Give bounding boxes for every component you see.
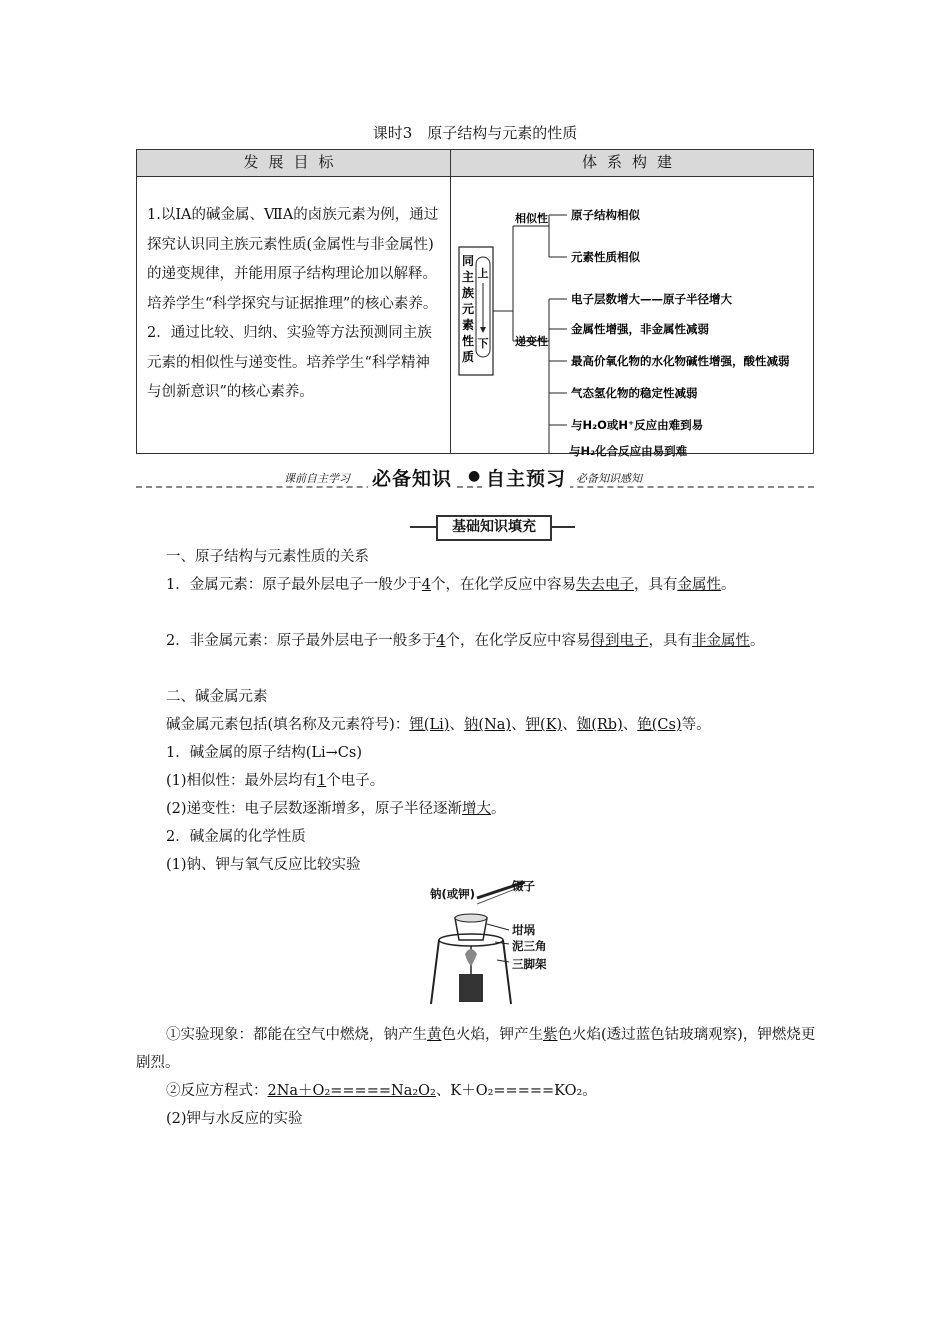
para-equation: ②反应方程式：2Na＋O₂=====Na₂O₂、K＋O₂=====KO₂。 — [166, 1083, 597, 1099]
para-alkali-list: 碱金属元素包括(填名称及元素符号)：锂(Li)、钠(Na)、钾(K)、铷(Rb)、铯(Cs)等。 — [166, 717, 711, 733]
para-structure: 1．碱金属的原子结构(Li→Cs) — [166, 745, 362, 761]
label-tweezers: 镊子 — [512, 879, 535, 893]
goal-2: 2．通过比较、归纳、实验等方法预测同主族元素的相似性与递变性。培养学生“科学精神与创新意识”的核心素养。 — [147, 325, 432, 400]
svg-text:原子结构相似: 原子结构相似 — [571, 208, 640, 222]
change-item-6: 与H₂化合反应由易到难 — [569, 444, 688, 458]
arrow-icon: ● — [468, 468, 482, 484]
svg-text:质: 质 — [461, 350, 475, 364]
goals-cell — [137, 177, 451, 454]
svg-text:性: 性 — [461, 334, 475, 348]
svg-text:最高价氧化物的水化物碱性增强，酸性减弱: 最高价氧化物的水化物碱性增强，酸性减弱 — [571, 354, 790, 368]
svg-text:下: 下 — [477, 337, 489, 350]
svg-text:素: 素 — [461, 318, 475, 332]
section-title: 基础知识填充 — [410, 515, 575, 535]
para-chem: 2．碱金属的化学性质 — [166, 829, 306, 845]
label-tripod: 三脚架 — [512, 957, 547, 971]
concept-map-cell — [451, 177, 814, 458]
para-nonmetal: 2．非金属元素：原子最外层电子一般多于4个，在化学反应中容易得到电子，具有非金属性。 — [166, 633, 765, 649]
section-banner — [136, 466, 814, 494]
label-crucible: 坩埚 — [512, 923, 535, 937]
para-change: (2)递变性：电子层数逐渐增多，原子半径逐渐增大。 — [166, 801, 506, 817]
banner-right: 必备知识感知 — [576, 472, 642, 485]
concept-map — [451, 177, 815, 453]
label-clay-triangle: 泥三角 — [512, 939, 547, 953]
heading-1: 一、原子结构与元素性质的关系 — [166, 549, 369, 565]
heading-2: 二、碱金属元素 — [166, 689, 268, 705]
para-metal: 1．金属元素：原子最外层电子一般少于4个，在化学反应中容易失去电子，具有金属性。 — [166, 577, 736, 593]
para-experiment: (1)钠、钾与氧气反应比较实验 — [166, 857, 361, 873]
goals-table — [136, 149, 814, 458]
svg-text:金属性增强，非金属性减弱: 金属性增强，非金属性减弱 — [571, 322, 709, 336]
banner-main-a: 必备知识 — [368, 464, 456, 491]
para-phenomenon: ①实验现象：都能在空气中燃烧，钠产生黄色火焰，钾产生紫色火焰(透过蓝色钴玻璃观察)，钾燃烧更剧烈。 — [136, 1027, 816, 1071]
svg-text:元: 元 — [461, 302, 475, 316]
root-label — [462, 254, 474, 364]
svg-text:与H₂O或H⁺反应由难到易: 与H₂O或H⁺反应由难到易 — [571, 418, 704, 432]
label-sodium: 钠(或钾) — [430, 887, 476, 901]
svg-text:主: 主 — [461, 270, 475, 284]
svg-text:族: 族 — [461, 286, 475, 300]
header-goals: 发展目标 — [137, 150, 451, 177]
banner-main-b: 自主预习 — [482, 464, 570, 491]
banner-left: 课前自主学习 — [284, 472, 350, 485]
page-title: 课时3 原子结构与元素的性质 — [372, 124, 578, 142]
svg-text:气态氢化物的稳定性减弱: 气态氢化物的稳定性减弱 — [571, 386, 698, 400]
para-similar: (1)相似性：最外层均有1个电子。 — [166, 773, 385, 789]
branch-similar: 相似性 — [515, 212, 548, 225]
header-system: 体系构建 — [451, 150, 814, 177]
svg-text:电子层数增大——原子半径增大: 电子层数增大——原子半径增大 — [571, 292, 732, 306]
goal-1: 1.以ⅠA的碱金属、ⅦA的卤族元素为例，通过探究认识同主族元素性质(金属性与非金属性)的递变规律，并能用原子结构理论加以解释。培养学生“科学探究与证据推理”的核心素养。 — [147, 207, 439, 312]
svg-text:同: 同 — [461, 254, 475, 268]
svg-text:上: 上 — [477, 267, 489, 280]
para-potassium-water: (2)钾与水反应的实验 — [166, 1111, 303, 1127]
svg-text:元素性质相似: 元素性质相似 — [571, 250, 640, 264]
branch-change: 递变性 — [515, 335, 548, 348]
